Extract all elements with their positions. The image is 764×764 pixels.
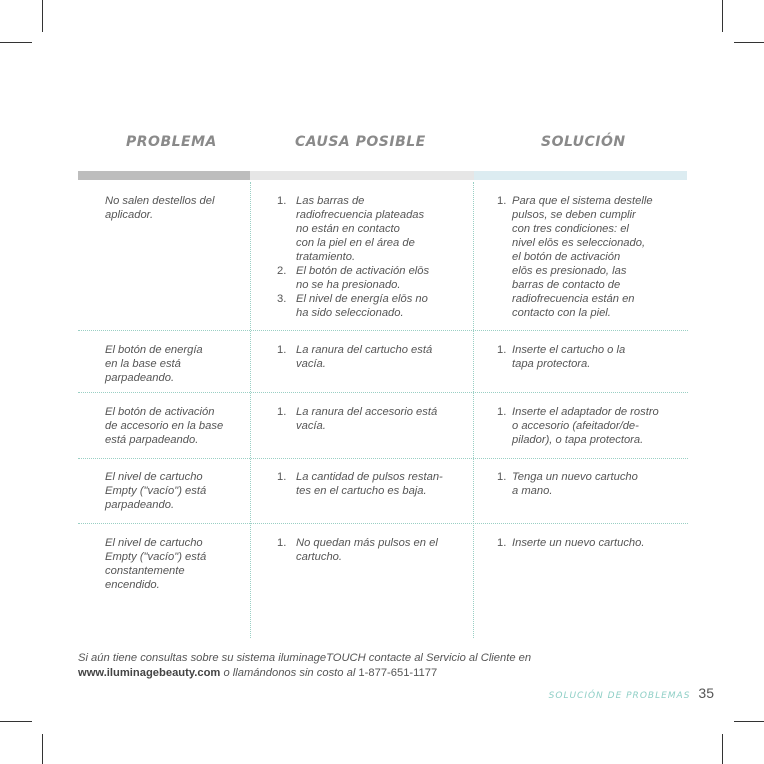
crop-mark (0, 721, 32, 722)
text-line: radiofrecuencia plateadas (296, 209, 425, 221)
text-line: No salen destellos del (105, 195, 215, 207)
solution-cell (497, 343, 687, 371)
list-item (277, 194, 467, 264)
list-number: 1. (277, 344, 287, 356)
text-line: el botón de activación (512, 251, 621, 263)
list-number: 1. (497, 537, 507, 549)
text-line: parpadeando. (105, 372, 175, 384)
text-line: Inserte el cartucho o la (512, 344, 626, 356)
text-line: nivel elōs es seleccionado, (512, 237, 646, 249)
text-line: vacía. (296, 358, 326, 370)
text-line: de accesorio en la base (105, 420, 224, 432)
list-item (497, 536, 687, 550)
column-divider (250, 182, 251, 638)
problem-cell (105, 405, 245, 447)
list-item (277, 405, 467, 433)
text-line: con tres condiciones: el (512, 223, 629, 235)
text-line: Tenga un nuevo cartucho (512, 471, 638, 483)
solution-cell (497, 470, 687, 498)
list-number: 1. (277, 406, 287, 418)
text-line: El botón de activación elōs (296, 265, 430, 277)
solution-cell (497, 194, 687, 320)
list-number: 1. (277, 537, 287, 549)
crop-mark (42, 734, 43, 764)
text-line: con la piel en el área de (296, 237, 415, 249)
list-number: 1. (277, 195, 287, 207)
text-line: está parpadeando. (105, 434, 199, 446)
text-line: a mano. (512, 485, 553, 497)
crop-mark (734, 721, 764, 722)
row-divider (78, 330, 688, 331)
list-item (277, 292, 467, 320)
crop-mark (734, 42, 764, 43)
text-line: pilador), o tapa protectora. (512, 434, 644, 446)
text-line: tapa protectora. (512, 358, 591, 370)
list-item (497, 405, 687, 447)
text-line: No quedan más pulsos en el (296, 537, 438, 549)
list-item (497, 194, 687, 320)
footnote-middle: o llamándonos sin costo al (220, 667, 359, 679)
website-link[interactable]: www.iluminagebeauty.com (78, 667, 221, 679)
page-footer (549, 685, 714, 701)
text-line: no están en contacto (296, 223, 400, 235)
footnote-line (78, 666, 531, 681)
list-item (497, 343, 687, 371)
row-divider (78, 392, 688, 393)
problem-cell (105, 536, 245, 592)
text-line: barras de contacto de (512, 279, 621, 291)
text-line: Las barras de (296, 195, 365, 207)
text-line: Inserte el adaptador de rostro (512, 406, 659, 418)
solution-cell (497, 536, 687, 550)
header-problem: PROBLEMA (126, 134, 217, 150)
text-line: vacía. (296, 420, 326, 432)
header-solution: SOLUCIÓN (541, 134, 626, 150)
problem-cell (105, 194, 245, 222)
header-cause: CAUSA POSIBLE (295, 134, 426, 150)
header-bar-solution (474, 171, 687, 180)
solution-cell (497, 405, 687, 447)
cause-cell (277, 194, 467, 320)
text-line: El botón de energía (105, 344, 203, 356)
problem-cell (105, 470, 245, 512)
list-item (497, 470, 687, 498)
text-line: El nivel de cartucho (105, 537, 203, 549)
text-line: ha sido seleccionado. (296, 307, 404, 319)
text-line: tes en el cartucho es baja. (296, 485, 427, 497)
text-line: tratamiento. (296, 251, 356, 263)
text-line: o accesorio (afeitador/de- (512, 420, 639, 432)
text-line: parpadeando. (105, 499, 175, 511)
text-line: La cantidad de pulsos restan- (296, 471, 443, 483)
crop-mark (722, 734, 723, 764)
text-line: contacto con la piel. (512, 307, 611, 319)
list-number: 2. (277, 265, 287, 277)
list-item (277, 343, 467, 371)
problem-cell (105, 343, 245, 385)
text-line: en la base está (105, 358, 181, 370)
list-number: 1. (497, 195, 507, 207)
page-number: 35 (698, 685, 714, 701)
list-number: 1. (497, 471, 507, 483)
text-line: El botón de activación (105, 406, 215, 418)
text-line: El nivel de cartucho (105, 471, 203, 483)
crop-mark (42, 0, 43, 32)
list-number: 3. (277, 293, 287, 305)
text-line: encendido. (105, 579, 160, 591)
text-line: constantemente (105, 565, 185, 577)
list-item (277, 264, 467, 292)
text-line: Empty ("vacío") está (105, 485, 207, 497)
text-line: Inserte un nuevo cartucho. (512, 537, 645, 549)
cause-cell (277, 343, 467, 371)
footnote-line: Si aún tiene consultas sobre su sistema iluminageTOUCH contacte al Servicio al Cliente en (78, 652, 532, 664)
column-divider (473, 182, 474, 638)
text-line: Empty ("vacío") está (105, 551, 207, 563)
crop-mark (0, 42, 32, 43)
text-line: no se ha presionado. (296, 279, 401, 291)
text-line: radiofrecuencia están en (512, 293, 635, 305)
list-item (277, 536, 467, 564)
cause-cell (277, 470, 467, 498)
list-item (277, 470, 467, 498)
contact-footnote (78, 651, 531, 681)
row-divider (78, 458, 688, 459)
text-line: cartucho. (296, 551, 343, 563)
crop-mark (722, 0, 723, 32)
text-line: El nivel de energía elōs no (296, 293, 428, 305)
text-line: elōs es presionado, las (512, 265, 627, 277)
text-line: pulsos, se deben cumplir (512, 209, 636, 221)
text-line: La ranura del accesorio está (296, 406, 438, 418)
header-bar-cause (250, 171, 474, 180)
list-number: 1. (497, 406, 507, 418)
list-number: 1. (277, 471, 287, 483)
text-line: La ranura del cartucho está (296, 344, 433, 356)
text-line: aplicador. (105, 209, 154, 221)
list-number: 1. (497, 344, 507, 356)
row-divider (78, 523, 688, 524)
header-bar-problem (78, 171, 250, 180)
cause-cell (277, 405, 467, 433)
section-title: SOLUCIÓN DE PROBLEMAS (548, 691, 691, 701)
cause-cell (277, 536, 467, 564)
text-line: Para que el sistema destelle (512, 195, 653, 207)
phone-number: 1-877-651-1177 (358, 667, 438, 679)
